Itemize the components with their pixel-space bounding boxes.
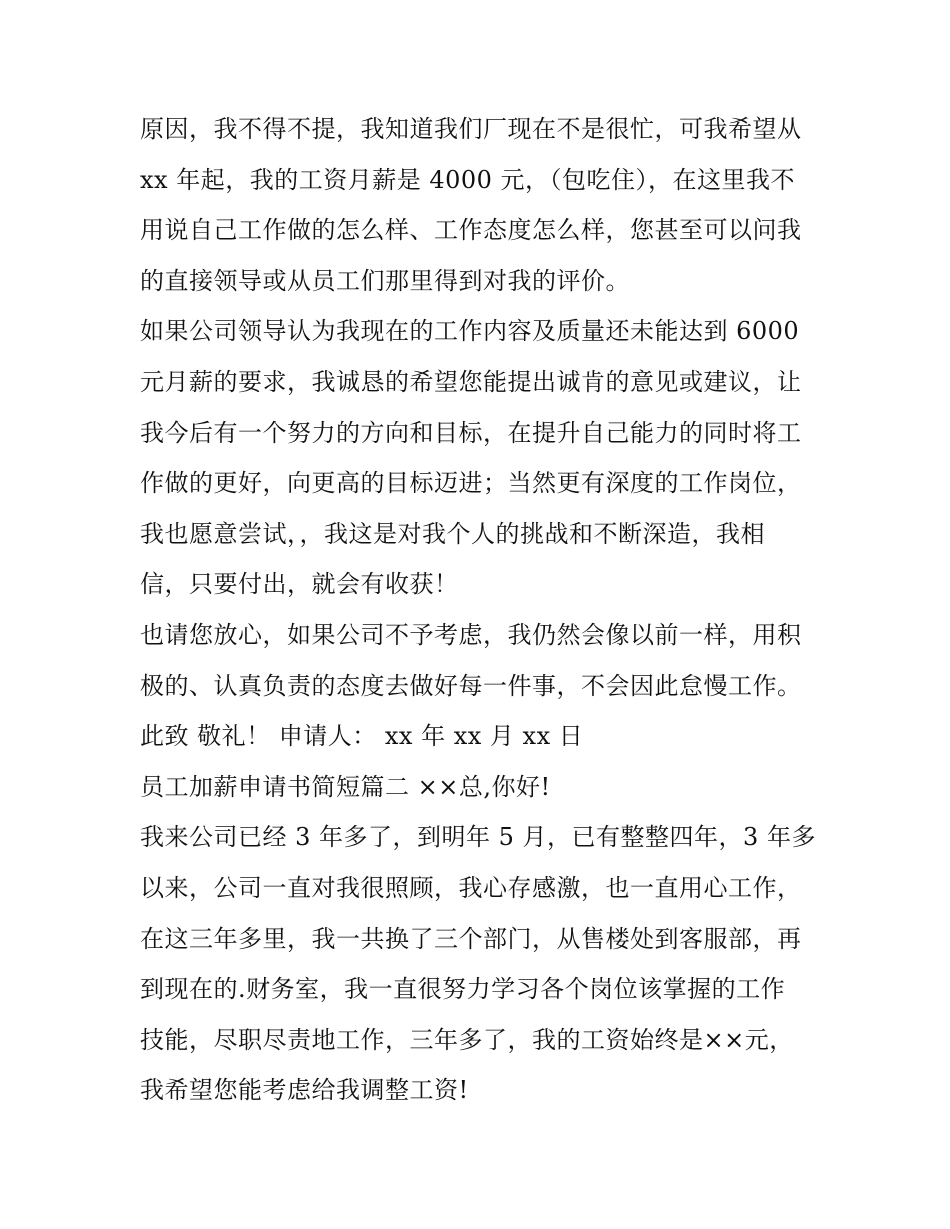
text-line: 我今后有一个努力的方向和目标，在提升自己能力的同时将工 [140, 418, 802, 447]
text-line: 信，只要付出，就会有收获！ [140, 570, 459, 599]
text-line: 元月薪的要求，我诚恳的希望您能提出诚肯的意见或建议，让 [140, 367, 802, 396]
text-line: 我也愿意尝试，，我这是对我个人的挑战和不断深造，我相 [140, 519, 765, 548]
text-line: 我希望您能考虑给我调整工资! [140, 1076, 469, 1105]
text-line: 的直接领导或从员工们那里得到对我的评价。 [140, 266, 630, 295]
text-line: 原因，我不得不提，我知道我们厂现在不是很忙，可我希望从 [140, 115, 802, 143]
closing-line: 此致 敬礼！ 申请人： xx 年 xx 月 xx 日 [140, 722, 584, 751]
document-body [140, 104, 830, 1116]
text-line: 用说自己工作做的怎么样、工作态度怎么样，您甚至可以问我 [140, 216, 802, 245]
text-line: 极的、认真负责的态度去做好每一件事，不会因此怠慢工作。 [140, 671, 802, 700]
text-line: 也请您放心，如果公司不予考虑，我仍然会像以前一样，用积 [140, 620, 802, 649]
text-line: 作做的更好，向更高的目标迈进；当然更有深度的工作岗位， [140, 469, 802, 498]
section-heading: 员工加薪申请书简短篇二 ××总,你好! [140, 772, 551, 801]
text-line: 如果公司领导认为我现在的工作内容及质量还未能达到 6000 [140, 317, 800, 346]
text-line: 我来公司已经 3 年多了，到明年 5 月，已有整整四年，3 年多 [140, 823, 816, 852]
text-line: 技能，尽职尽责地工作，三年多了，我的工资始终是××元， [140, 1025, 794, 1054]
text-line: 到现在的.财务室，我一直很努力学习各个岗位该掌握的工作 [140, 975, 786, 1004]
text-line: 以来，公司一直对我很照顾，我心存感激，也一直用心工作， [140, 873, 802, 902]
text-line: 在这三年多里，我一共换了三个部门，从售楼处到客服部，再 [140, 924, 802, 953]
text-line: xx 年起，我的工资月薪是 4000 元，（包吃住），在这里我不 [140, 165, 796, 194]
